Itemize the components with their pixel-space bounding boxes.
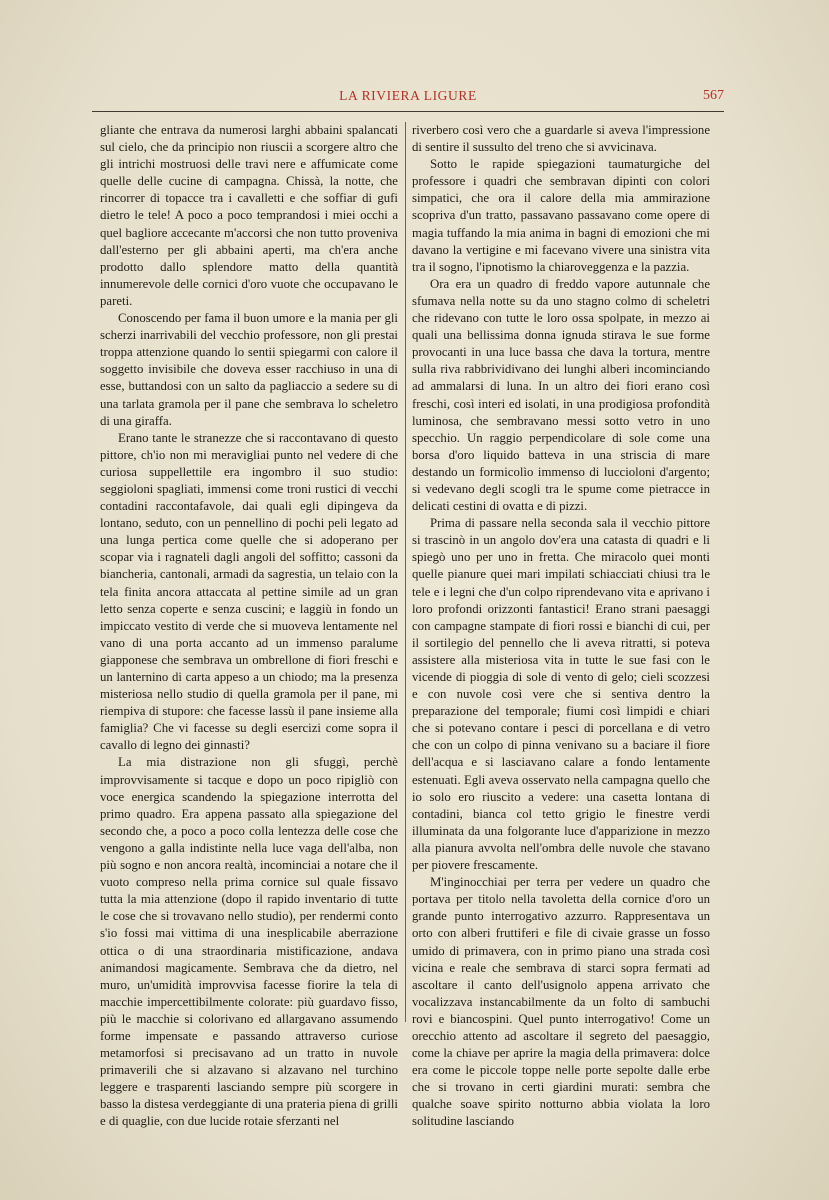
text-column-right <box>412 122 710 1129</box>
page-number: 567 <box>703 88 724 103</box>
text-column-left <box>100 122 398 1129</box>
paragraph: Erano tante le stranezze che si raccontavano di questo pittore, ch'io non mi meravigliai punto nel vedere di che curiosa suppellettile era ingombro il suo studio: seggioloni spagliati, immensi come troni rustici di vecchi contadini raccontafavole, dai quali egli dipingeva da lontano, seduto, con un pennellino di pochi peli legato ad una lunga pertica come quelle che si adoperano per scopar via i ragnateli dagli angoli del soffitto; cassoni da biancheria, cantonali, armadi da sagrestia, un telaio con la tela finita ancora attaccata al pettine simile ad un gran letto senza coperte e senza cuscini; e laggiù in fondo un impiccato vestito di verde che si muoveva lentamente nel vano di una porta accanto ad un immenso paralume giapponese che sembrava un ombrellone di fiori freschi e un lanternino di carta appeso a un chiodo; ma la presenza misteriosa nello studio di quella gramola per il pane, mi riempiva di stupore: che facesse lassù il pane insieme alla famiglia? Che vi facesse su degli esercizi come sopra il cavallo di legno dei ginnasti? <box>100 430 398 753</box>
paragraph: M'inginocchiai per terra per vedere un quadro che portava per titolo nella tavoletta della cornice d'oro un grande punto interrogativo azzurro. Rappresentava un orto con alberi fruttiferi e file di civaie grasse un fosso umido di primavera, con in primo piano una strada così vicina e reale che sembrava di starci sopra fermati ad ascoltare il canto dell'usignolo appena arrivato che vocalizzava instancabilmente da un folto di sambuchi rovi e biancospini. Quel punto interrogativo! Come un orecchio attento ad ascoltare il segreto del paesaggio, come la chiave per aprire la magia della primavera: dolce era come le piccole toppe nelle porte sepolte dalle erbe che si trovano in certi giardini murati: sembra che qualche soave spirito notturno abbia violata la loro solitudine lasciando <box>412 875 710 1129</box>
header-rule <box>92 111 724 112</box>
running-title: LA RIVIERA LIGURE <box>339 88 477 103</box>
paragraph: Ora era un quadro di freddo vapore autunnale che sfumava nella notte su da uno stagno colmo di scheletri che ridevano con tutte le loro ossa spolpate, in mezzo ai quali una bellissima donna ignuda stirava le sue forme provocanti in una luce bassa che dava la tortura, mentre sulla riva rabbrividivano dei lunghi alberi incominciando ad ammalarsi di luna. In un altro dei fiori erano così freschi, così interi ed isolati, in una prodigiosa profondità luminosa, che sembravano messi sotto vetro in uno specchio. Un raggio perpendicolare di sole come una borsa d'oro liquido batteva in una striscia di mare destando un formicolìo immenso di luccioloni d'argento; si vedevano degli scogli tra le spume come pietracce in delicati cestini di ovatta e di pizzi. <box>412 276 710 514</box>
paragraph: riverbero così vero che a guardarle si aveva l'impressione di sentire il sussulto del treno che si avvicinava. <box>412 123 710 155</box>
paragraph: Prima di passare nella seconda sala il vecchio pittore si trascinò in un angolo dov'era una catasta di quadri e li spiegò uno per uno in fretta. Che miracolo quei monti quelle pianure quei mari impilati schiacciati chiusi tra le tele e i legni che d'un colpo riprendevano vita e aprivano i loro profondi orizzonti fantastici! Erano strani paesaggi con campagne stampate di fiori rossi e bianchi di cui, per il sortilegio del pennello che li aveva ritratti, si poteva assistere alla misteriosa vita in tutte le sue fasi con le vicende di pioggia di sole di vento di gelo; cieli scozzesi e con nuvole così vere che si sentiva dentro la preparazione del temporale; fiumi così limpidi e chiari che si potevano contare i pesci di porcellana e di vetro che con un colpo di pinna venivano su a baciare il fiore dell'acqua e si lasciavano calare a fondo lentamente estenuati. Egli aveva osservato nella campagna quello che io solo ero riuscito a vedere: una casetta lontana di contadini, bianca col tetto grigio le finestre verdi illuminata da una folgorante luce d'apparizione in mezzo alla pianura avvolta nell'ombra delle nuvole che stavano per piovere frescamente. <box>412 516 710 873</box>
paragraph: La mia distrazione non gli sfuggì, perchè improvvisamente si tacque e dopo un poco ripigliò con voce energica scandendo la spiegazione interrotta del primo quadro. Era appena passato alla spiegazione del secondo che, a poco a poco colla lentezza delle cose che vengono a galla indistinte nella luce vaga dell'alba, non più sogno e non ancora realtà, incominciai a notare che il vuoto compreso nella prima cornice sul quale fissavo tutta la mia attenzione (dopo il rapido inventario di tutte le cose che si trovavano nello studio), per rendermi conto s'io fossi mai vittima di una inesplicabile aberrazione ottica o di una straordinaria mistificazione, andava animandosi magicamente. Sembrava che da dietro, nel muro, un'umidità improvvisa facesse fiorire la tela di macchie impercettibilmente colorate: più guardavo fisso, più le macchie si colorivano ed allargavano assumendo forme impensate e passando attraverso curiose metamorfosi si precisavano ad un tratto in nuvole primaverili che si alzavano si alzavano nel turchino leggere e trasparenti lasciando sempre più scorgere in basso la distesa verdeggiante di una prateria piena di grilli e di quaglie, con due lucide rotaie sferzanti nel <box>100 755 398 1129</box>
paragraph: Conoscendo per fama il buon umore e la mania per gli scherzi inarrivabili del vecchio professore, non gli prestai troppa attenzione quando lo sentii spiegarmi con calore il soggetto invisibile che doveva esser racchiuso in una di esse, buttandosi con un salto da pagliaccio a sedere su di una tarlata gramola per il pane che sembrava lo scheletro di una giraffa. <box>100 311 398 428</box>
page-header <box>92 88 724 110</box>
column-divider <box>405 122 406 1022</box>
paragraph: gliante che entrava da numerosi larghi abbaini spalancati sul cielo, che da principio non riuscii a scorgere altro che gli intrichi mostruosi delle travi nere e affumicate come quelle delle cucine di campagna. Chissà, la notte, che rincorrer di topacce tra i cavalletti e che soffiar di gufi dietro le tele! A poco a poco temprandosi i miei occhi a quel bagliore accecante m'accorsi che non tutto proveniva dall'esterno per gli abbaini aperti, ma ch'era anche prodotto dallo splendore matto della quantità innumerevole delle cornici d'oro vuote che occupavano le pareti. <box>100 123 398 308</box>
paragraph: Sotto le rapide spiegazioni taumaturgiche del professore i quadri che sembravan dipinti con colori simpatici, che ora il calore della mia ammirazione scopriva d'un tratto, passavano passavano come opere di magia tuffando la mia anima in bagni di emozioni che mi davano la vertigine e mi facevano vivere una sinistra vita tra il sogno, l'ipnotismo la chiaroveggenza e la pazzia. <box>412 157 710 274</box>
